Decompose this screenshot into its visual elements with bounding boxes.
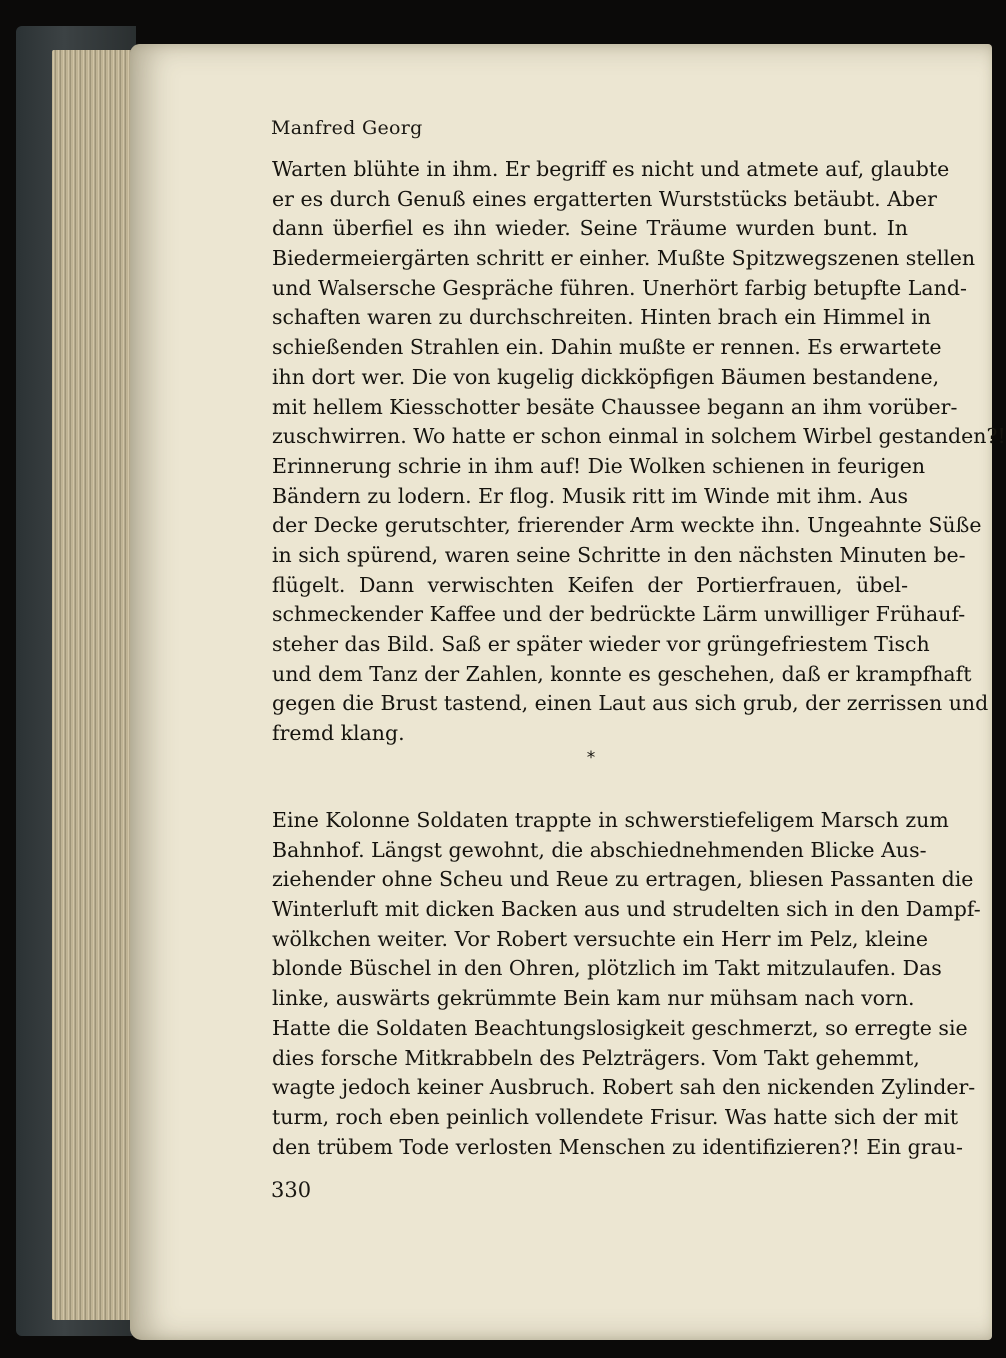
text-line: flügelt. Dann verwischten Keifen der Portierfrauen, übel- xyxy=(272,572,908,597)
text-line: Bändern zu lodern. Er flog. Musik ritt im Winde mit ihm. Aus xyxy=(272,483,908,508)
text-line: schmeckender Kaffee und der bedrückte Lärm unwilliger Frühauf- xyxy=(272,602,966,627)
text-line: der Decke gerutschter, frierender Arm weckte ihn. Ungeahnte Süße xyxy=(272,513,982,538)
text-line: Winterluft mit dicken Backen aus und strudelten sich in den Dampf- xyxy=(272,897,981,922)
text-line: ihn dort wer. Die von kugelig dickköpfigen Bäumen bestandene, xyxy=(272,364,940,389)
text-line: gegen die Brust tastend, einen Laut aus sich grub, der zerrissen und xyxy=(272,691,989,716)
text-line: er es durch Genuß eines ergatterten Wurststücks betäubt. Aber xyxy=(272,186,937,211)
text-line: blonde Büschel in den Ohren, plötzlich im Takt mitzulaufen. Das xyxy=(272,956,942,981)
paragraph-2 xyxy=(272,806,981,1162)
text-line: und dem Tanz der Zahlen, konnte es geschehen, daß er krampfhaft xyxy=(272,661,972,686)
text-line: steher das Bild. Saß er später wieder vor grüngefriestem Tisch xyxy=(272,632,930,656)
page-edges xyxy=(52,50,138,1320)
text-line: dies forsche Mitkrabbeln des Pelzträgers. Vom Takt gehemmt, xyxy=(272,1045,920,1070)
text-line: wölkchen weiter. Vor Robert versuchte ein Herr im Pelz, kleine xyxy=(272,926,928,951)
text-line: Warten blühte in ihm. Er begriff es nicht und atmete auf, glaubte xyxy=(272,157,950,181)
text-line: schaften waren zu durchschreiten. Hinten brach ein Himmel in xyxy=(272,305,931,330)
text-line: schießenden Strahlen ein. Dahin mußte er rennen. Es erwartete xyxy=(272,335,942,360)
running-head: Manfred Georg xyxy=(271,117,423,139)
text-line: Biedermeiergärten schritt er einher. Mußte Spitzwegszenen stellen xyxy=(272,246,976,271)
text-line: Hatte die Soldaten Beachtungslosigkeit geschmerzt, so erregte sie xyxy=(272,1015,968,1040)
section-separator: * xyxy=(586,748,596,768)
text-line: und Walsersche Gespräche führen. Unerhört farbig betupfte Land- xyxy=(272,275,967,300)
text-line: wagte jedoch keiner Ausbruch. Robert sah den nickenden Zylinder- xyxy=(272,1075,976,1100)
text-line: den trübem Tode verlosten Menschen zu identifizieren?! Ein grau- xyxy=(272,1134,963,1159)
text-line: mit hellem Kiesschotter besäte Chaussee begann an ihm vorüber- xyxy=(272,394,958,419)
text-line: zuschwirren. Wo hatte er schon einmal in solchem Wirbel gestanden?! xyxy=(272,424,1006,449)
text-line: ziehender ohne Scheu und Reue zu ertragen, bliesen Passanten die xyxy=(272,867,974,892)
text-line: Erinnerung schrie in ihm auf! Die Wolken schienen in feurigen xyxy=(272,453,926,478)
paragraph-1 xyxy=(272,155,1006,749)
text-line: dann überfiel es ihn wieder. Seine Träume wurden bunt. In xyxy=(272,216,908,241)
text-line: in sich spürend, waren seine Schritte in den nächsten Minuten be- xyxy=(272,542,966,567)
text-line: Bahnhof. Längst gewohnt, die abschiednehmenden Blicke Aus- xyxy=(272,837,927,862)
page-number: 330 xyxy=(271,1178,312,1202)
text-line: turm, roch eben peinlich vollendete Frisur. Was hatte sich der mit xyxy=(272,1104,959,1129)
text-line: linke, auswärts gekrümmte Bein kam nur mühsam nach vorn. xyxy=(272,986,915,1011)
text-line: Eine Kolonne Soldaten trappte in schwerstiefeligem Marsch zum xyxy=(272,808,949,832)
text-line: fremd klang. xyxy=(272,721,405,746)
